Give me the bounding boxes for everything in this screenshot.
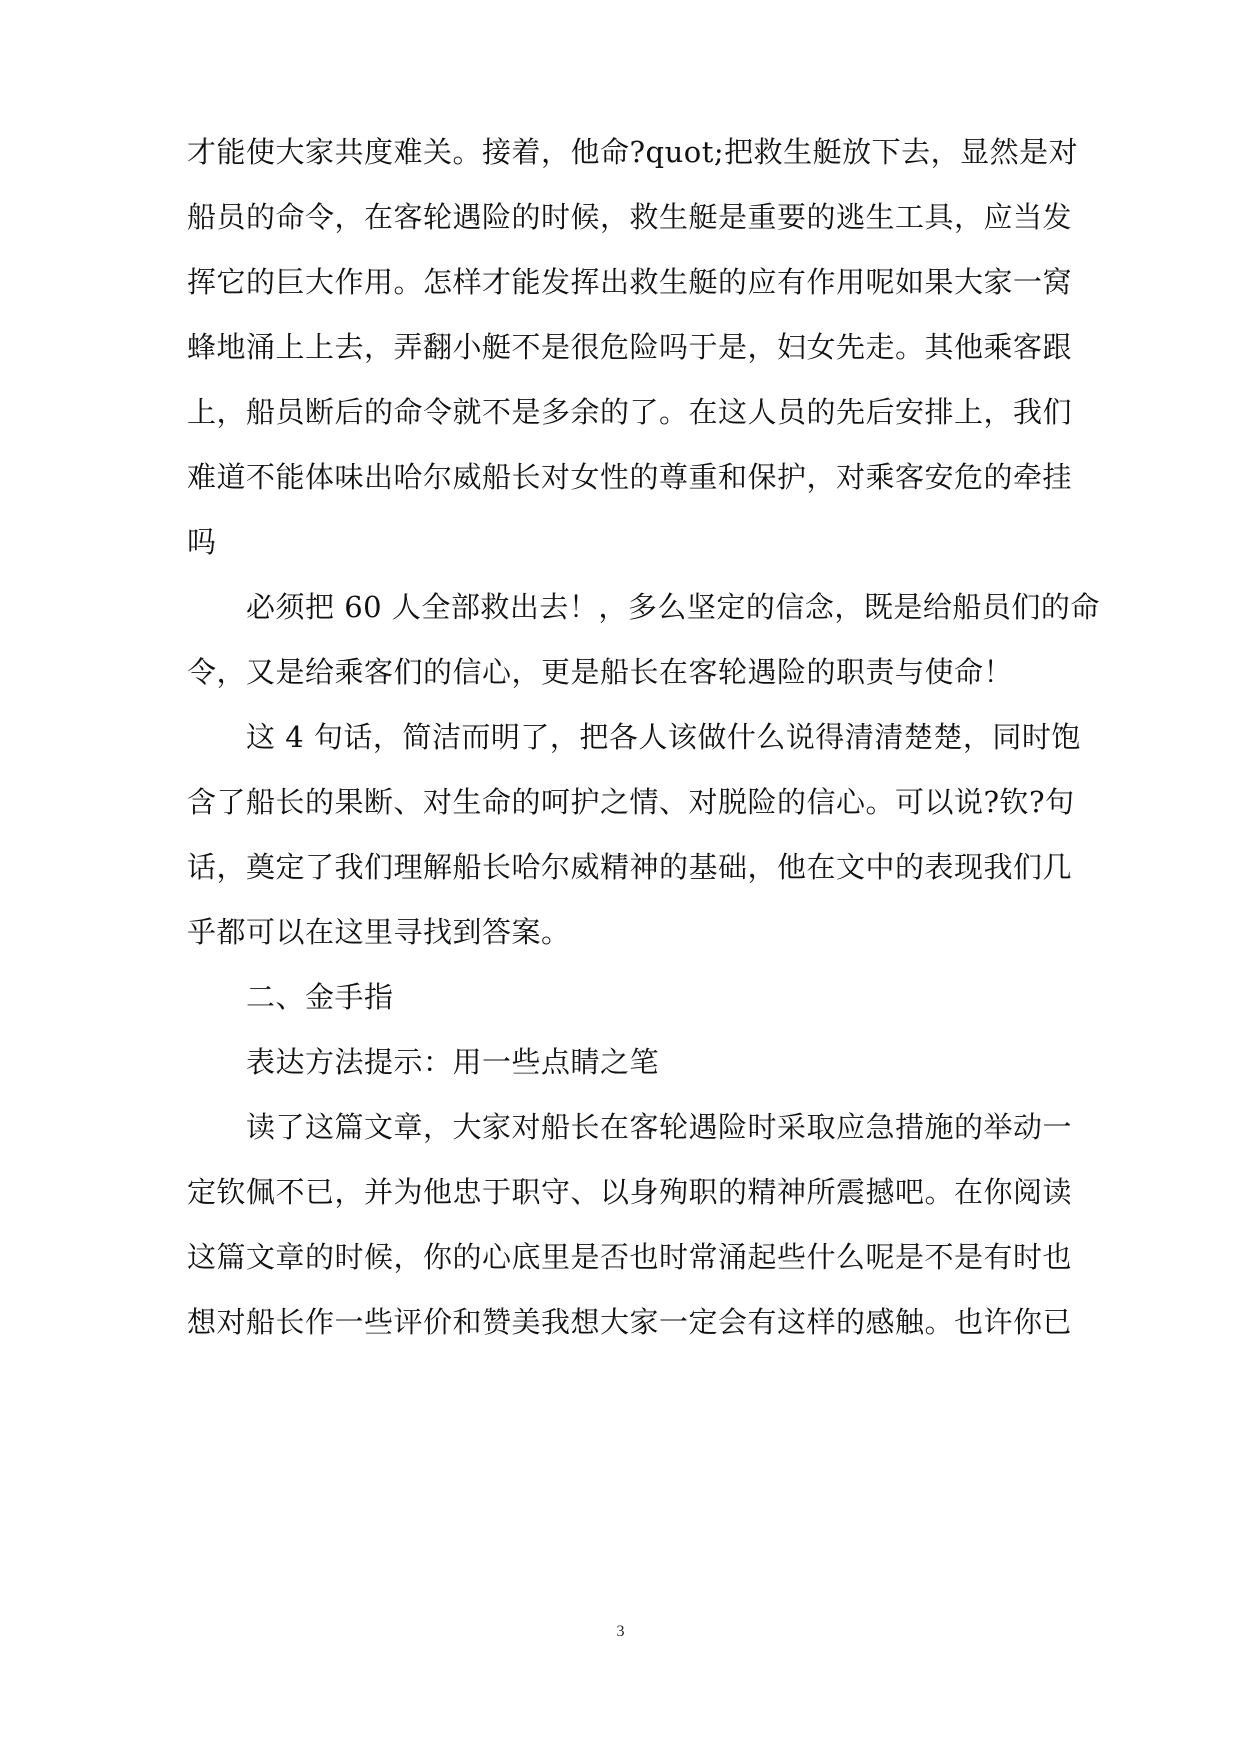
text-line: 想对船长作一些评价和赞美我想大家一定会有这样的感触。也许你已 <box>187 1305 1073 1339</box>
text-line: 挥它的巨大作用。怎样才能发挥出救生艇的应有作用呢如果大家一窝 <box>187 265 1073 299</box>
text-line: 蜂地涌上上去，弄翻小艇不是很危险吗于是，妇女先走。其他乘客跟 <box>187 330 1073 364</box>
section-heading: 二、金手指 <box>246 980 394 1014</box>
text-line: 吗 <box>187 525 217 559</box>
text-line: 必须把 60 人全部救出去！，多么坚定的信念，既是给船员们的命 <box>246 590 1100 624</box>
text-line: 话，奠定了我们理解船长哈尔威精神的基础，他在文中的表现我们几 <box>187 850 1073 884</box>
text-line: 乎都可以在这里寻找到答案。 <box>187 915 571 949</box>
text-line: 这 4 句话，简洁而明了，把各人该做什么说得清清楚楚，同时饱 <box>246 720 1081 754</box>
page-number: 3 <box>616 1623 625 1640</box>
text-line: 令，又是给乘客们的信心，更是船长在客轮遇险的职责与使命！ <box>187 655 1014 689</box>
text-line: 才能使大家共度难关。接着，他命?quot;把救生艇放下去，显然是对 <box>187 135 1079 169</box>
text-line: 这篇文章的时候，你的心底里是否也时常涌起些什么呢是不是有时也 <box>187 1240 1073 1274</box>
text-line: 定钦佩不已，并为他忠于职守、以身殉职的精神所震撼吧。在你阅读 <box>187 1175 1073 1209</box>
text-line: 含了船长的果断、对生命的呵护之情、对脱险的信心。可以说?钦?句 <box>187 785 1075 819</box>
text-line: 读了这篇文章，大家对船长在客轮遇险时采取应急措施的举动一 <box>246 1110 1073 1144</box>
text-line: 难道不能体味出哈尔威船长对女性的尊重和保护，对乘客安危的牵挂 <box>187 460 1073 494</box>
text-line: 表达方法提示：用一些点睛之笔 <box>246 1045 660 1079</box>
text-line: 上，船员断后的命令就不是多余的了。在这人员的先后安排上，我们 <box>187 395 1073 429</box>
text-line: 船员的命令，在客轮遇险的时候，救生艇是重要的逃生工具，应当发 <box>187 200 1073 234</box>
